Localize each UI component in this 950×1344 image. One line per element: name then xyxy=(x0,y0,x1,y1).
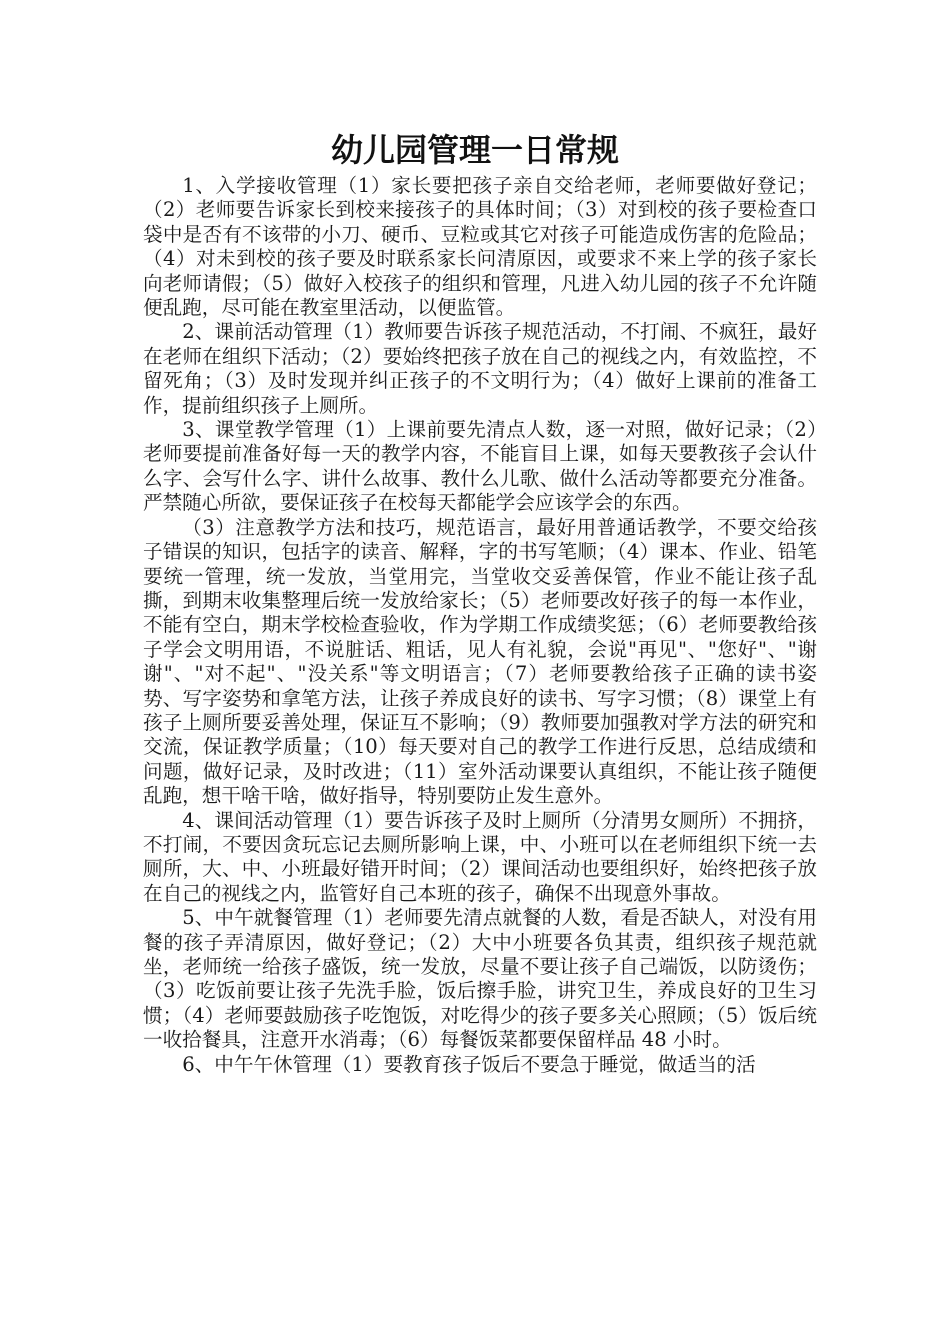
paragraph-enrollment: 1、入学接收管理（1）家长要把孩子亲自交给老师，老师要做好登记；（2）老师要告诉家长到校来接孩子的具体时间；（3）对到校的孩子要检查口袋中是否有不该带的小刀、硬币、豆粒或其它对孩子可能造成伤害的危险品；（4）对未到校的孩子要及时联系家长问清原因，或要求不来上学的孩子家长向老师请假；（5）做好入校孩子的组织和管理，凡进入幼儿园的孩子不允许随便乱跑，尽可能在教室里活动，以便监管。 xyxy=(143,174,817,320)
paragraph-nap: 6、中午午休管理（1）要教育孩子饭后不要急于睡觉，做适当的活 xyxy=(182,1052,756,1076)
paragraph-pre-class: 2、课前活动管理（1）教师要告诉孩子规范活动，不打闹、不疯狂，最好在老师在组织下活动；（2）要始终把孩子放在自己的视线之内，有效监控，不留死角；（3）及时发现并纠正孩子的不文明行为；（4）做好上课前的准备工作，提前组织孩子上厕所。 xyxy=(143,320,817,417)
paragraph-recess: 4、课间活动管理（1）要告诉孩子及时上厕所（分清男女厕所）不拥挤，不打闹，不要因贪玩忘记去厕所影响上课，中、小班可以在老师组织下统一去厕所，大、中、小班最好错开时间；（2）课间活动也要组织好，始终把孩子放在自己的视线之内，监管好自己本班的孩子，确保不出现意外事故。 xyxy=(143,808,817,905)
paragraph-teaching-methods: （3）注意教学方法和技巧，规范语言，最好用普通话教学，不要交给孩子错误的知识，包括字的读音、解释，字的书写笔顺；（4）课本、作业、铅笔要统一管理，统一发放，当堂用完，当堂收交妥善保管，作业不能让孩子乱撕，到期末收集整理后统一发放给家长；（5）老师要改好孩子的每一本作业，不能有空白，期末学校检查验收，作为学期工作成绩奖惩；（6）老师要教给孩子学会文明用语，不说脏话、粗话，见人有礼貌，会说"再见"、"您好"、"谢谢"、"对不起"、"没关系"等文明语言；（7）老师要教给孩子正确的读书姿势、写字姿势和拿笔方法，让孩子养成良好的读书、写字习惯；（8）课堂上有孩子上厕所要妥善处理，保证互不影响；（9）教师要加强教对学方法的研究和交流，保证教学质量；（10）每天要对自己的教学工作进行反思，总结成绩和问题，做好记录，及时改进；（11）室外活动课要认真组织，不能让孩子随便乱跑，想干啥干啥，做好指导，特别要防止发生意外。 xyxy=(143,515,817,808)
paragraph-classroom: 3、课堂教学管理（1）上课前要先清点人数，逐一对照，做好记录；（2）老师要提前准备好每一天的教学内容，不能盲目上课，如每天要教孩子会认什么字、会写什么字、讲什么故事、教什么儿歌、做什么活动等都要充分准备。严禁随心所欲，要保证孩子在校每天都能学会应该学会的东西。 xyxy=(143,418,817,515)
paragraph-lunch: 5、中午就餐管理（1）老师要先清点就餐的人数，看是否缺人，对没有用餐的孩子弄清原因，做好登记；（2）大中小班要各负其责，组织孩子规范就坐，老师统一给孩子盛饭，统一发放，尽量不要让孩子自己端饭，以防烫伤；（3）吃饭前要让孩子先洗手脸，饭后擦手脸，讲究卫生，养成良好的卫生习惯；（4）老师要鼓励孩子吃饱饭，对吃得少的孩子要多关心照顾；（5）饭后统一收拾餐具，注意开水消毒；（6）每餐饭菜都要保留样品 48 小时。 xyxy=(143,906,817,1052)
document-body xyxy=(143,174,817,1077)
document-title: 幼儿园管理一日常规 xyxy=(330,131,619,169)
